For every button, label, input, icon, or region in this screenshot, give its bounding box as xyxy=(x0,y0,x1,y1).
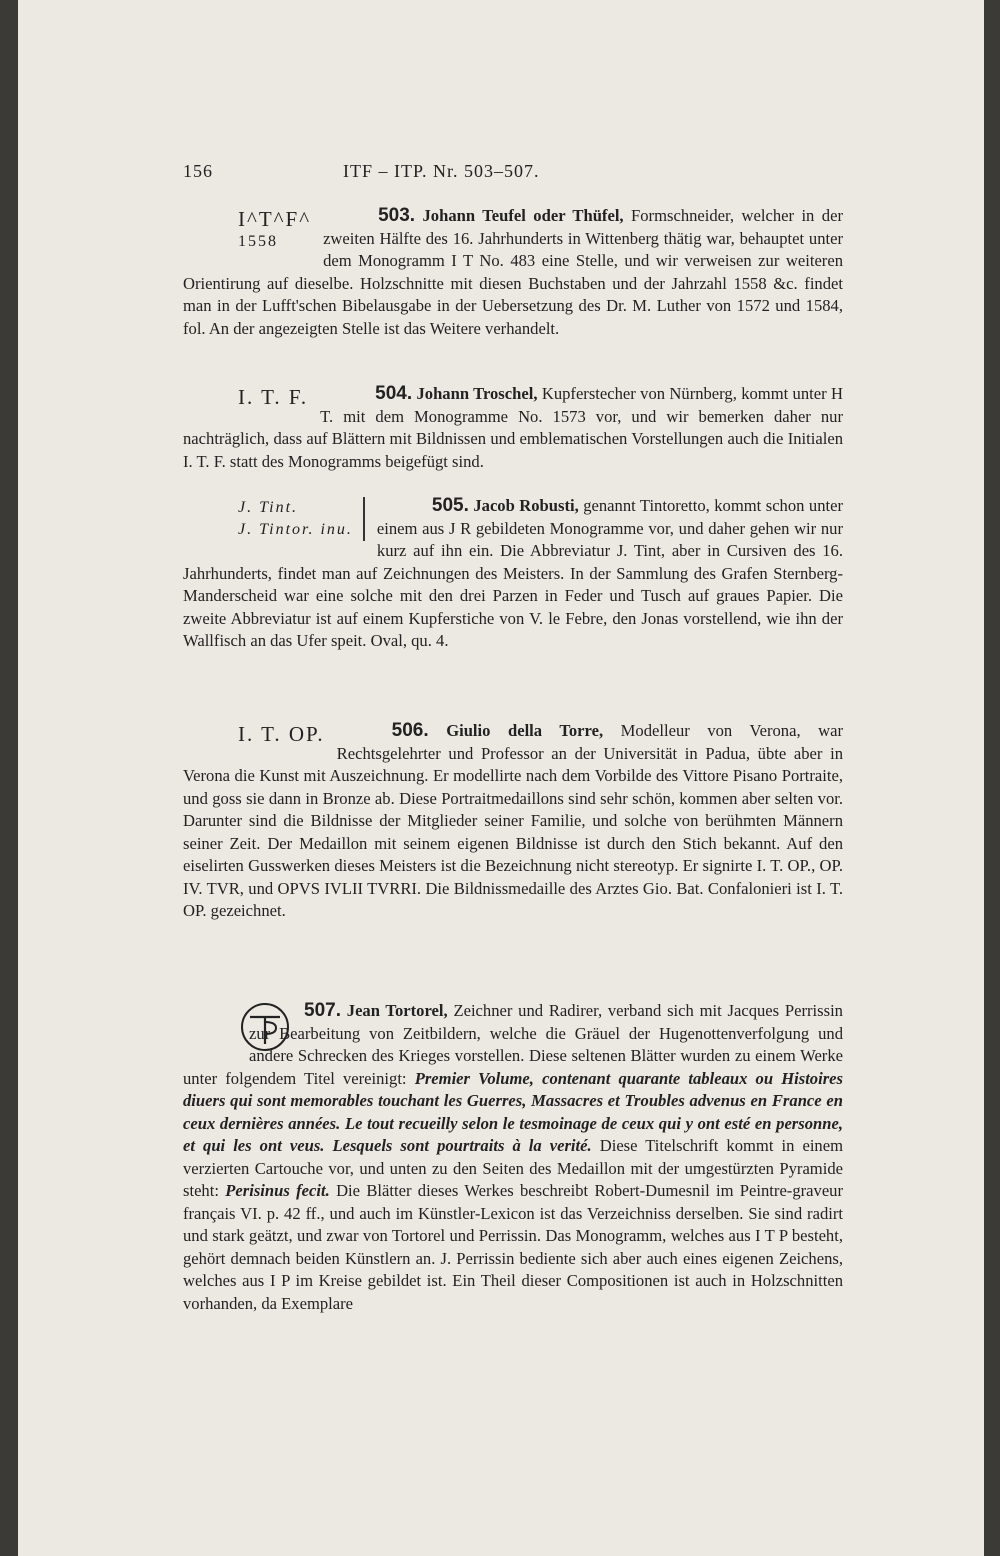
entry-number: 504. xyxy=(375,383,413,404)
book-page xyxy=(18,0,984,1556)
entry-name: Johann Troschel, xyxy=(416,384,538,403)
page-number: 156 xyxy=(183,161,213,181)
entry-text-continued: Diese Titelschrift kommt in einem verzierten Cartouche vor, und unten zu den Seiten des Medaillon mit der umgestürzten Pyramide steht: xyxy=(183,1136,843,1200)
book-title: Premier Volume, contenant quarante tableaux ou Histoires diuers qui sont memorables touchant les Guerres, Massacres et Troubles advenus en France en ceux dernières années. Le tout recueilly selon le tesmoinage de ceux qui y ont esté en personne, et qui les ont veus. Lesquels sont pourtraits à la verité. xyxy=(183,1068,843,1155)
entry-name: Giulio della Torre, xyxy=(446,721,604,740)
entry-504 xyxy=(183,383,843,473)
monogram-506: I. T. OP. xyxy=(238,722,325,746)
entry-name: Jean Tortorel, xyxy=(346,1001,448,1020)
entry-503 xyxy=(183,205,843,340)
entry-number: 503. xyxy=(378,205,416,226)
entry-text: Zeichner und Radirer, verband sich mit Jacques Perrissin zur Bearbeitung von Zeitbildern, welche die Gräuel der Hugenottenverfolgung und andere Schrecken des Krieges vorstellen. Diese seltenen Blätter wurden zu einem Werke unter folgendem Titel vereinigt: xyxy=(183,1001,843,1088)
entry-505 xyxy=(183,495,843,653)
signature-text: Perisinus fecit. xyxy=(225,1181,330,1200)
entry-506 xyxy=(183,720,843,923)
header-title: ITF – ITP. Nr. 503–507. xyxy=(343,161,540,181)
entry-text: Kupferstecher von Nürnberg, kommt unter H T. mit dem Monogramme No. 1573 vor, und wir bemerken daher nur nachträglich, dass auf Blättern mit Bildnissen und emblematischen Vorstellungen auch die Initialen I. T. F. statt des Monogramms beigefügt sind. xyxy=(183,384,843,471)
entry-text: Modelleur von Verona, war Rechtsgelehrter und Professor an der Universität in Padua, übte aber in Verona die Kunst mit Auszeichnung. Er modellirte nach dem Vorbilde des Vittore Pisano Portraite, und goss sie dann in Bronze ab. Diese Portraitmedaillons sind sehr schön, kommen aber selten vor. Darunter sind die Bildnisse der Mitglieder seiner Familie, und solche von berühmten Männern seiner Zeit. Der Medaillon mit seinem eigenen Bildnisse ist durch den Stich bekannt. Auf den eiselirten Gusswerken dieses Meisters ist die Bezeichnung nicht stereotyp. Er signirte I. T. OP., OP. IV. TVR, und OPVS IVLII TVRRI. Die Bildnissmedaille des Arztes Gio. Bat. Confalonieri ist I. T. OP. gezeichnet. xyxy=(183,721,843,920)
monogram-503: I^T^F^ 1558 xyxy=(183,207,311,253)
entry-number: 507. xyxy=(304,1000,341,1021)
entry-507 xyxy=(183,1000,843,1315)
monogram-504: I. T. F. xyxy=(238,385,309,409)
monogram-505: J. Tint. J. Tintor. inu. xyxy=(183,497,365,541)
entry-number: 505. xyxy=(431,495,469,516)
entry-text: genannt Tintoretto, kommt schon unter einem aus J R gebildeten Monogramme vor, und daher gehen wir nur kurz auf ihn ein. Die Abbreviatur J. Tint, aber in Cursiven des 16. Jahrhunderts, findet man auf Zeichnungen des Meisters. In der Sammlung des Grafen Sternberg-Manderscheid war eine solche mit den drei Parzen in Feder und Tusch auf graues Papier. Die zweite Abbreviatur ist auf einem Kupferstiche von V. le Febre, den Jonas vorstellend, wie ihn der Wallfisch an das Ufer speit. Oval, qu. 4. xyxy=(183,496,843,650)
entry-text-end: Die Blätter dieses Werkes beschreibt Robert-Dumesnil im Peintre-graveur français VI. p. 42 ff., und auch im Künstler-Lexicon ist das Verzeichniss derselben. Sie sind radirt und stark geätzt, und zwar von Tortorel und Perrissin. Das Monogramm, welches aus I T P besteht, gehört demnach beiden Künstlern an. J. Perrissin bediente sich aber auch eines eigenen Zeichens, welches aus I P im Kreise gebildet ist. Ein Theil dieser Compositionen ist auch in Holzschnitten vorhanden, da Exemplare xyxy=(183,1181,844,1313)
entry-name: Jacob Robusti, xyxy=(473,496,579,515)
monogram-503-year: 1558 xyxy=(238,233,278,250)
circle-monogram-icon xyxy=(183,1000,237,1054)
entry-name: Johann Teufel oder Thüfel, xyxy=(422,206,624,225)
entry-number: 506. xyxy=(391,720,429,741)
entry-text: Formschneider, welcher in der zweiten Hälfte des 16. Jahrhunderts in Wittenberg thätig war, behauptet unter dem Monogramm I T No. 483 eine Stelle, und wir verweisen zur weiteren Orientirung auf dieselbe. Holzschnitte mit diesen Buchstaben und der Jahrzahl 1558 &c. findet man in der Lufft'schen Bibelausgabe in der Uebersetzung des Dr. M. Luther von 1572 und 1584, fol. An der angezeigten Stelle ist das Weitere verhandelt. xyxy=(183,206,843,338)
